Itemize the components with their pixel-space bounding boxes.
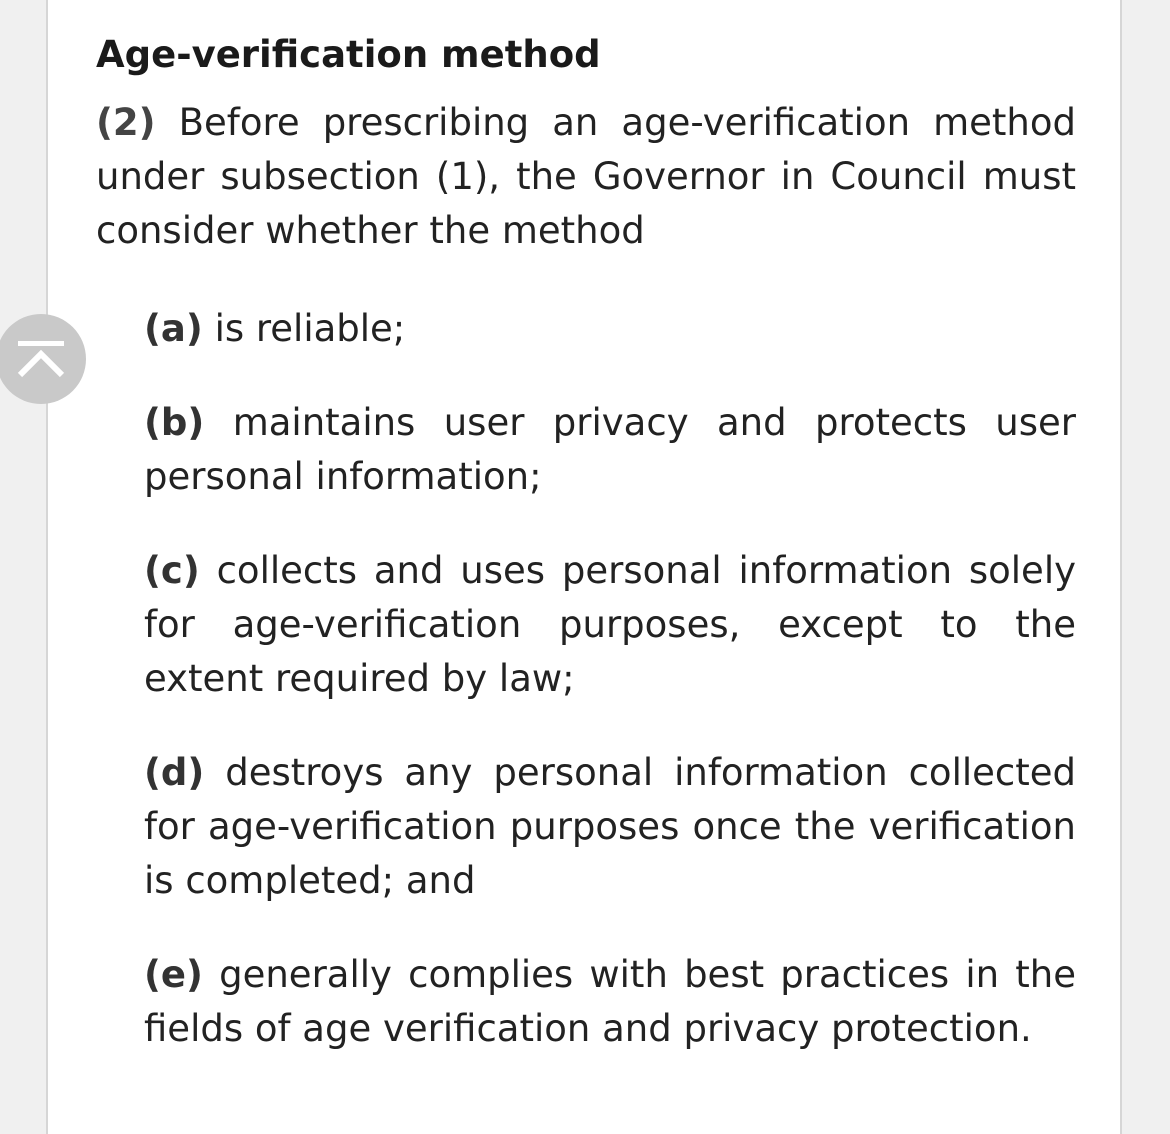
item-text: is reliable; (214, 307, 406, 350)
criteria-item-b (144, 396, 1076, 504)
item-label: (d) (144, 751, 205, 794)
criteria-item-a (144, 302, 1076, 356)
document-page (46, 0, 1122, 1134)
item-label: (a) (144, 307, 203, 350)
arrow-up-to-top-icon (14, 339, 68, 379)
subsection-text: Before prescribing an age-verification method under subsection (1), the Governor in Council must consider whether the method (96, 101, 1077, 252)
subsection-number: (2) (96, 101, 156, 144)
section-content (96, 30, 1076, 1096)
item-text: collects and uses personal information solely for age-verification purposes, except to the extent required by law; (144, 549, 1076, 700)
criteria-item-d (144, 746, 1076, 908)
criteria-item-c (144, 544, 1076, 706)
criteria-list (144, 302, 1076, 1056)
item-label: (e) (144, 953, 203, 996)
scroll-to-top-button[interactable] (0, 314, 86, 404)
item-text: maintains user privacy and protects user personal information; (144, 401, 1076, 498)
criteria-item-e (144, 948, 1076, 1056)
section-heading: Age-verification method (96, 33, 601, 76)
item-text: destroys any personal information collected for age-verification purposes once the verification is completed; and (144, 751, 1076, 902)
item-label: (b) (144, 401, 205, 444)
item-text: generally complies with best practices in the fields of age verification and privacy protection. (144, 953, 1076, 1050)
item-label: (c) (144, 549, 200, 592)
subsection-paragraph (96, 96, 1076, 258)
